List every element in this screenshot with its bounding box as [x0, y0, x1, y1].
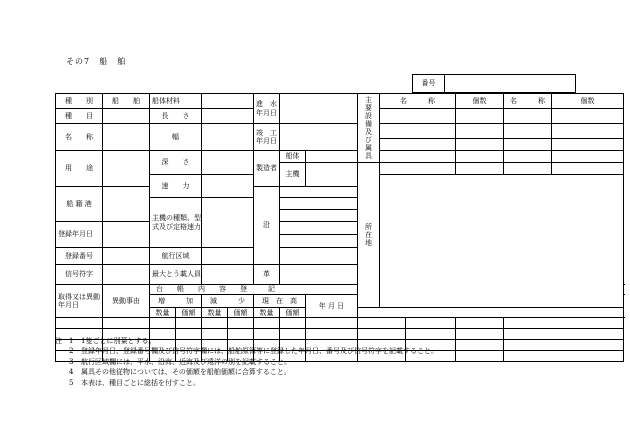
registration-date-label: 登録年月日: [56, 222, 103, 248]
equipment-row-5-name-2[interactable]: [504, 163, 552, 175]
ship-ledger-form: [55, 93, 624, 362]
depth-label: 深 さ: [150, 151, 202, 175]
history-label-bottom: 革: [254, 265, 280, 285]
equipment-row-4-count[interactable]: [456, 151, 504, 163]
note-item: [55, 378, 438, 388]
completion-date-label: 竣 工年月日: [254, 124, 280, 151]
depth-field[interactable]: [202, 151, 254, 175]
ledger-cell[interactable]: [456, 329, 504, 340]
type-value: 船 舶: [103, 94, 150, 109]
name-label: 名 称: [56, 124, 103, 151]
equipment-row-3-name[interactable]: [380, 139, 456, 151]
max-persons-label: 最大とう載人員: [150, 265, 202, 285]
ledger-cell[interactable]: [280, 318, 306, 329]
balance-value-header: 価額: [280, 308, 306, 318]
speed-field[interactable]: [202, 175, 254, 198]
number-label: 番号: [413, 75, 445, 93]
navigation-area-label: 航行区域: [150, 248, 202, 265]
home-port-field[interactable]: [103, 187, 150, 222]
signal-letters-field[interactable]: [103, 265, 150, 285]
builder-hull-label: 船体: [280, 151, 306, 163]
main-engine-spec-label: 主機の種類、型式及び定格速力: [150, 198, 202, 248]
equipment-row-3-count[interactable]: [456, 139, 504, 151]
equipment-row-3-name-2[interactable]: [504, 139, 552, 151]
note-text: 登録年月日、登録番号欄及び信号符字欄には、船舶原簿等に登録した年月日、番号及び信号符字を記載すること。: [81, 347, 438, 356]
ledger-cell[interactable]: [103, 318, 150, 329]
note-number: 1: [69, 337, 74, 345]
home-port-label: 船 籍 港: [56, 187, 103, 222]
note-text: 属具その他従物については、その価額を船舶価額に合算すること。: [81, 368, 291, 377]
balance-quantity-header: 数量: [254, 308, 280, 318]
ledger-cell[interactable]: [150, 318, 176, 329]
equipment-row-1-name[interactable]: [380, 109, 456, 124]
ledger-cell[interactable]: [56, 318, 103, 329]
speed-label: 速 力: [150, 175, 202, 198]
history-line-7[interactable]: [280, 265, 358, 285]
acquire-date-header: 取得又は異動年月日: [56, 285, 103, 318]
equipment-row-5-count-2[interactable]: [552, 163, 624, 175]
equipment-row-5-name[interactable]: [380, 163, 456, 175]
notes-lead: 注: [55, 337, 62, 345]
equipment-row-1-count[interactable]: [456, 109, 504, 124]
hull-material-label: 船体材料: [150, 94, 202, 109]
ledger-cell[interactable]: [406, 318, 456, 329]
category-label: 種 目: [56, 109, 103, 124]
builder-engine-label: 主機: [280, 163, 306, 187]
builder-engine-field[interactable]: [306, 163, 358, 187]
history-line-4[interactable]: [280, 222, 358, 235]
history-label-top: 沿: [254, 187, 280, 265]
note-item: [55, 367, 438, 377]
ledger-register-header: [150, 285, 406, 295]
equipment-title: 主要設備及び属具: [358, 94, 380, 163]
equipment-row-4-name-2[interactable]: [504, 151, 552, 163]
note-text: 航行区域欄には、平水、沿海、近海及び遠洋の別を記載すること。: [81, 357, 291, 366]
decrease-header: 減 少: [202, 295, 254, 308]
location-label: 所在地: [358, 163, 380, 308]
purpose-field[interactable]: [103, 151, 150, 187]
equipment-row-1-count-2[interactable]: [552, 109, 624, 124]
navigation-area-field[interactable]: [202, 248, 254, 265]
ledger-cell[interactable]: [456, 340, 504, 351]
name-field[interactable]: [103, 124, 150, 151]
ledger-register-header-text: 台 帳 内 容 登 記: [156, 285, 275, 294]
equipment-row-2-count-2[interactable]: [552, 124, 624, 139]
registration-date-header: 年 月 日: [306, 295, 358, 318]
ledger-cell[interactable]: [176, 318, 202, 329]
equipment-name-header-2: 名 称: [504, 94, 552, 109]
note-text: 本表は、種目ごとに総括を付すこと。: [81, 378, 200, 387]
history-line-6[interactable]: [280, 248, 358, 265]
builder-label: 製造者: [254, 151, 280, 187]
increase-quantity-header: 数量: [150, 308, 176, 318]
note-number: 2: [69, 347, 74, 356]
note-number: 3: [69, 357, 74, 366]
history-line-2[interactable]: [280, 198, 358, 210]
page-title: その7 船 舶: [66, 57, 127, 66]
breadth-label: 幅: [150, 124, 202, 151]
number-box: [412, 74, 576, 93]
change-reason-header: 異動事由: [103, 285, 150, 318]
ledger-cell[interactable]: [504, 340, 624, 351]
equipment-row-2-name-2[interactable]: [504, 124, 552, 139]
location-field[interactable]: [380, 175, 624, 308]
breadth-field[interactable]: [202, 124, 254, 151]
ledger-cell[interactable]: [504, 329, 624, 340]
builder-hull-field[interactable]: [306, 151, 358, 163]
note-item: [55, 336, 438, 346]
ledger-cell[interactable]: [358, 318, 406, 329]
ledger-cell[interactable]: [254, 318, 280, 329]
current-balance-header: 現 在 高: [254, 295, 306, 308]
number-field[interactable]: [445, 75, 576, 93]
equipment-row-2-name[interactable]: [380, 124, 456, 139]
launch-date-field[interactable]: [280, 94, 358, 124]
equipment-name-header: 名 称: [380, 94, 456, 109]
hull-material-field[interactable]: [202, 94, 254, 109]
note-item: [55, 346, 438, 356]
equipment-row-3-count-2[interactable]: [552, 139, 624, 151]
registration-date-field[interactable]: [103, 222, 150, 248]
history-line-1[interactable]: [280, 187, 358, 198]
decrease-value-header: 価額: [228, 308, 254, 318]
ledger-cell[interactable]: [456, 318, 504, 329]
ledger-cell[interactable]: [504, 318, 624, 329]
ledger-cell[interactable]: [202, 318, 228, 329]
ledger-row: [56, 318, 624, 329]
registration-no-field[interactable]: [103, 248, 150, 265]
main-engine-spec-field[interactable]: [202, 198, 254, 248]
signal-letters-label: 信号符字: [56, 265, 103, 285]
notes: [55, 336, 438, 388]
history-line-5[interactable]: [280, 235, 358, 248]
equipment-row-1-name-2[interactable]: [504, 109, 552, 124]
registration-no-label: 登録番号: [56, 248, 103, 265]
equipment-row-2-count[interactable]: [456, 124, 504, 139]
equipment-row-4-count-2[interactable]: [552, 151, 624, 163]
type-label: 種 別: [56, 94, 103, 109]
history-line-3[interactable]: [280, 210, 358, 222]
ledger-cell[interactable]: [228, 318, 254, 329]
launch-date-label: 進 水年月日: [254, 94, 280, 124]
ledger-cell[interactable]: [504, 351, 624, 362]
decrease-quantity-header: 数量: [202, 308, 228, 318]
max-persons-field[interactable]: [202, 265, 254, 285]
purpose-label: 用 途: [56, 151, 103, 187]
equipment-count-header-2: 個数: [552, 94, 624, 109]
note-text: 1隻ごとに別葉とする。: [81, 337, 156, 345]
note-number: 5: [69, 378, 74, 387]
equipment-count-header: 個数: [456, 94, 504, 109]
equipment-row-5-count[interactable]: [456, 163, 504, 175]
increase-header: 増 加: [150, 295, 202, 308]
equipment-row-4-name[interactable]: [380, 151, 456, 163]
note-number: 4: [69, 368, 74, 377]
length-field[interactable]: [202, 109, 254, 124]
ledger-cell[interactable]: [306, 318, 358, 329]
length-label: 長 さ: [150, 109, 202, 124]
ledger-cell[interactable]: [456, 351, 504, 362]
increase-value-header: 価額: [176, 308, 202, 318]
note-item: [55, 357, 438, 367]
completion-date-field[interactable]: [280, 124, 358, 151]
category-field[interactable]: [103, 109, 150, 124]
